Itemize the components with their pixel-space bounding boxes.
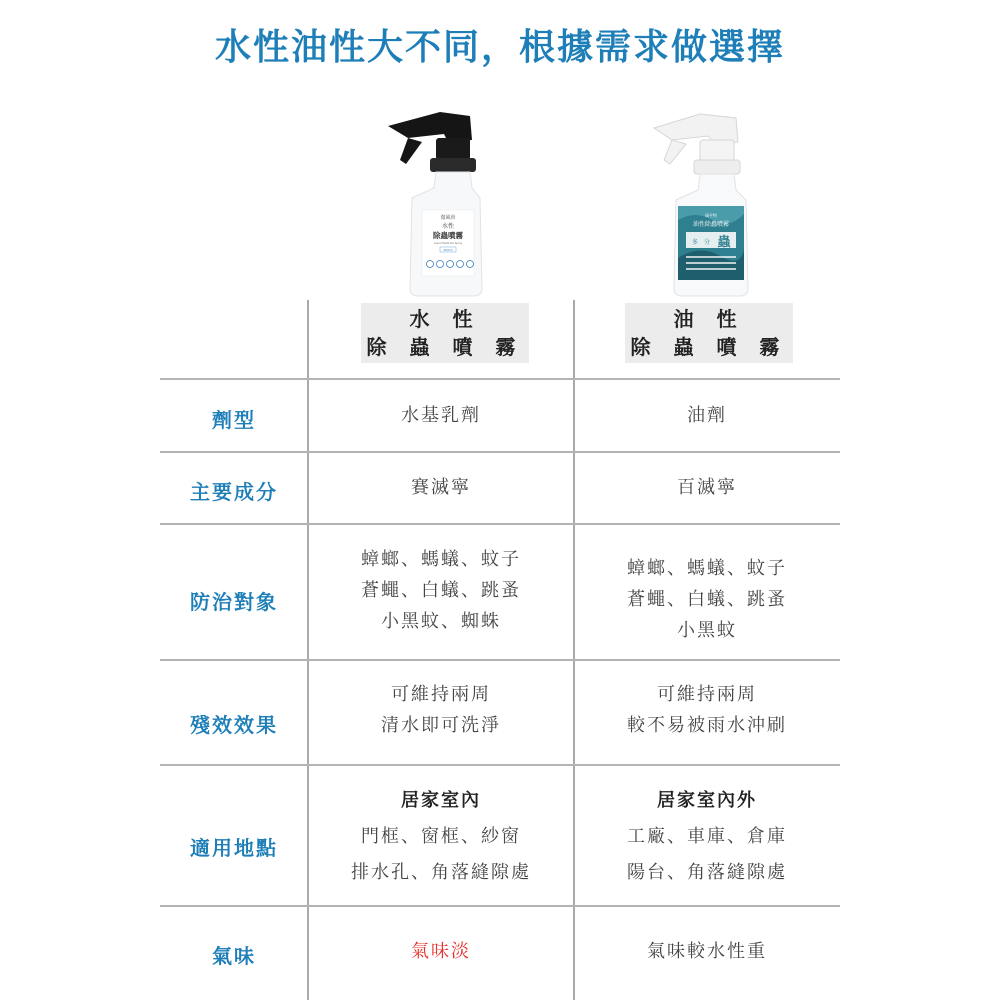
water-targets: [309, 544, 573, 637]
water-residual: [309, 679, 573, 741]
oil-odor: 氣味較水性重: [647, 941, 767, 962]
oil-bottle-label-line1: 油性除蟲噴霧: [692, 221, 730, 228]
water-product-name: [361, 303, 529, 363]
oil-targets: [575, 553, 839, 646]
row-divider: [160, 905, 840, 907]
water-bottle-label-line1: 水性: [441, 223, 455, 230]
water-location-heading: 居家室內: [401, 790, 481, 811]
oil-targets-line: 蟑螂、螞蟻、蚊子: [627, 558, 787, 579]
row-divider: [160, 523, 840, 525]
water-bottle-label-line2: 除蟲噴霧: [433, 231, 463, 240]
oil-formulation: 油劑: [687, 405, 727, 426]
oil-spray-bottle-image: [640, 98, 770, 298]
row-label-formulation: 劑型: [212, 408, 256, 432]
water-ingredient: 賽滅寧: [411, 477, 471, 498]
oil-residual-line: 較不易被雨水沖刷: [627, 715, 787, 736]
row-divider: [160, 659, 840, 661]
oil-product-name-line2: 除 蟲 噴 霧: [630, 335, 788, 359]
oil-location: [575, 783, 839, 891]
oil-bottle-label-small: 多: [691, 239, 699, 246]
page-title: 水性油性大不同，根據需求做選擇: [214, 27, 785, 68]
oil-bottle-label-big: 蟲: [717, 235, 731, 250]
row-label-residual: 殘效效果: [190, 713, 278, 737]
oil-location-line: 工廠、車庫、倉庫: [627, 826, 787, 847]
water-targets-line: 小黑蚊、蜘蛛: [381, 611, 501, 632]
oil-ingredient: 百滅寧: [677, 477, 737, 498]
water-bottle-brand: 微風荷: [440, 215, 456, 221]
oil-product-name-line1: 油 性: [673, 307, 745, 331]
row-label-targets: 防治對象: [190, 590, 278, 614]
oil-targets-line: 小黑蚊: [677, 620, 737, 641]
water-residual-line: 可維持兩周: [391, 684, 491, 705]
water-location-line: 排水孔、角落縫隙處: [351, 862, 531, 883]
water-location-line: 門框、窗框、紗窗: [361, 826, 521, 847]
oil-product-name: [625, 303, 793, 363]
water-spray-bottle-image: [378, 98, 508, 298]
water-residual-line: 清水即可洗淨: [381, 715, 501, 736]
oil-location-line: 陽台、角落縫隙處: [627, 862, 787, 883]
water-product-name-line1: 水 性: [409, 307, 481, 331]
row-label-ingredient: 主要成分: [190, 480, 278, 504]
water-formulation: 水基乳劑: [401, 405, 481, 426]
row-divider: [160, 451, 840, 453]
row-label-odor: 氣味: [212, 944, 256, 968]
water-bottle-label-sub: Liquid Pesticide Spray: [433, 242, 463, 245]
water-product-name-line2: 除 蟲 噴 霧: [366, 335, 524, 359]
water-targets-line: 蒼蠅、白蟻、跳蚤: [361, 580, 521, 601]
oil-targets-line: 蒼蠅、白蟻、跳蚤: [627, 589, 787, 610]
water-odor: 氣味淡: [411, 941, 471, 962]
oil-location-heading: 居家室內外: [657, 790, 757, 811]
row-label-location: 適用地點: [190, 836, 278, 860]
oil-bottle-brand: 瑞平特: [705, 213, 717, 218]
water-location: [309, 783, 573, 891]
oil-bottle-label-mid: 分: [703, 239, 711, 246]
water-targets-line: 蟑螂、螞蟻、蚊子: [361, 549, 521, 570]
row-divider: [160, 378, 840, 380]
water-bottle-volume: 300ml: [443, 248, 453, 252]
row-divider: [160, 764, 840, 766]
oil-residual: [575, 679, 839, 741]
oil-residual-line: 可維持兩周: [657, 684, 757, 705]
